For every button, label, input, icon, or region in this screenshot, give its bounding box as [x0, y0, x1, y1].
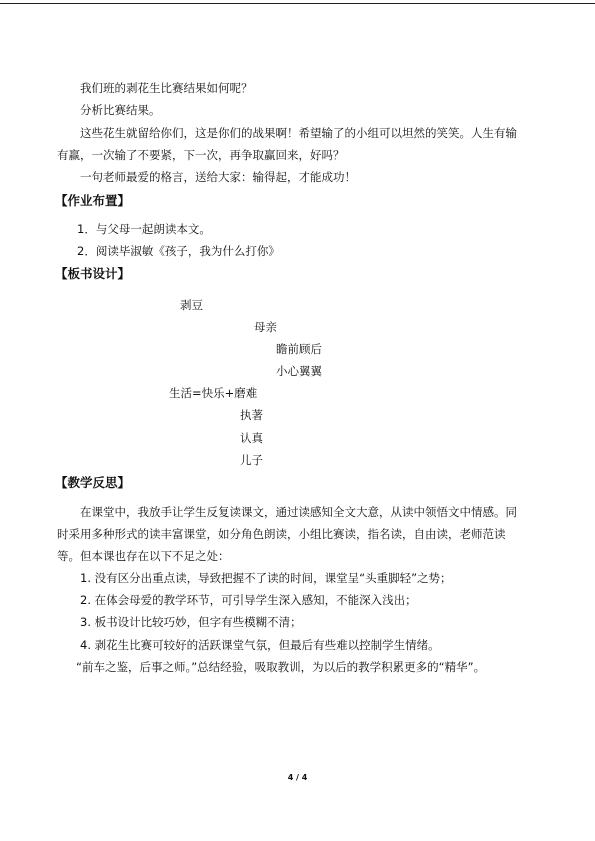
- board-line-3: 瞻前顾后: [276, 342, 322, 356]
- homework-item-1: 1．与父母一起朗读本文。: [77, 222, 211, 236]
- board-heading: 【板书设计】: [55, 266, 131, 281]
- board-line-2: 母亲: [254, 320, 277, 334]
- reflection-paragraph-line-3: 等。但本课也存在以下不足之处：: [57, 549, 230, 563]
- reflection-item-4: 4. 剥花生比赛可较好的活跃课堂气氛，但最后有些难以控制学生情绪。: [80, 638, 440, 652]
- page-number: 4 / 4: [287, 773, 308, 782]
- reflection-item-1: 1. 没有区分出重点读，导致把握不了读的时间，课堂呈“头重脚轻”之势；: [80, 571, 452, 585]
- homework-item-2: 2．阅读毕淑敏《孩子，我为什么打你》: [77, 244, 280, 258]
- reflection-item-3: 3. 板书设计比较巧妙，但字有些模糊不清；: [80, 615, 302, 629]
- board-line-8: 儿子: [240, 453, 263, 467]
- board-line-6: 执著: [240, 408, 263, 422]
- board-line-4: 小心翼翼: [276, 364, 322, 378]
- reflection-paragraph-line-2: 时采用多种形式的读丰富课堂，如分角色朗读，小组比赛读，指名读，自由读，老师范读: [57, 527, 506, 541]
- intro-paragraph-1: 我们班的剥花生比赛结果如何呢？: [80, 81, 253, 95]
- header-rule: [0, 3, 595, 4]
- board-line-1: 剥豆: [180, 298, 203, 312]
- intro-paragraph-4: 一句老师最爱的格言，送给大家：输得起，才能成功！: [80, 170, 356, 184]
- board-line-7: 认真: [240, 431, 263, 445]
- intro-paragraph-3-line-1: 这些花生就留给你们，这是你们的战果啊！希望输了的小组可以坦然的笑笑。人生有输: [80, 126, 517, 140]
- reflection-paragraph-line-1: 在课堂中，我放手让学生反复读课文，通过读感知全文大意，从读中领悟文中情感。同: [80, 505, 517, 519]
- reflection-heading: 【教学反思】: [55, 475, 131, 490]
- homework-heading: 【作业布置】: [55, 193, 131, 208]
- reflection-item-2: 2. 在体会母爱的教学环节，可引导学生深入感知，不能深入浅出；: [80, 593, 417, 607]
- intro-paragraph-3-line-2: 有赢，一次输了不要紧，下一次，再争取赢回来，好吗？: [57, 148, 345, 162]
- intro-paragraph-2: 分析比赛结果。: [80, 103, 161, 117]
- board-line-5: 生活=快乐+磨难: [169, 386, 258, 400]
- reflection-closing: “前车之鉴，后事之师。”总结经验，吸取教训，为以后的教学积累更多的“精华”。: [76, 660, 486, 674]
